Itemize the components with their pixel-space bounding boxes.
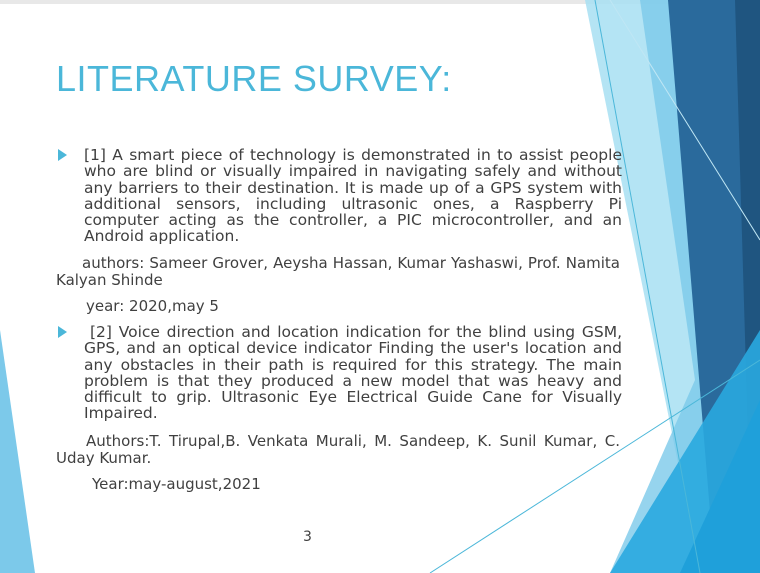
survey-item-1-year: year: 2020,may 5 bbox=[86, 297, 219, 315]
left-edge-wedge bbox=[0, 330, 35, 573]
page-number: 3 bbox=[303, 529, 312, 545]
survey-item-2-text: [2] Voice direction and location indication for the blind using GSM, GPS, and an optical device indicator Finding the user's location and any obstacles in their path is required for this strategy. The main problem is that they produced a new model that was heavy and difficult to grip. Ultrasonic Eye Electrical Guide Cane for Visually Impaired. bbox=[84, 323, 622, 423]
triangle-right-icon bbox=[58, 149, 67, 161]
survey-item-2-year: Year:may-august,2021 bbox=[92, 475, 261, 493]
slide-title: LITERATURE SURVEY: bbox=[56, 58, 452, 99]
triangle-right-icon bbox=[58, 326, 67, 338]
survey-item-1-text: [1] A smart piece of technology is demonstrated in to assist people who are blind or visually impaired in navigating safely and without any barriers to their destination. It is made up of a GPS system with additional sensors, including ultrasonic ones, a Raspberry Pi computer acting as the controller, a PIC microcontroller, and an Android application. bbox=[84, 146, 622, 246]
survey-item-2-authors: Authors:T. Tirupal,B. Venkata Murali, M. Sandeep, K. Sunil Kumar, C. Uday Kumar. bbox=[56, 432, 620, 467]
survey-item-1-authors: authors: Sameer Grover, Aeysha Hassan, Kumar Yashaswi, Prof. Namita Kalyan Shinde bbox=[56, 254, 620, 289]
